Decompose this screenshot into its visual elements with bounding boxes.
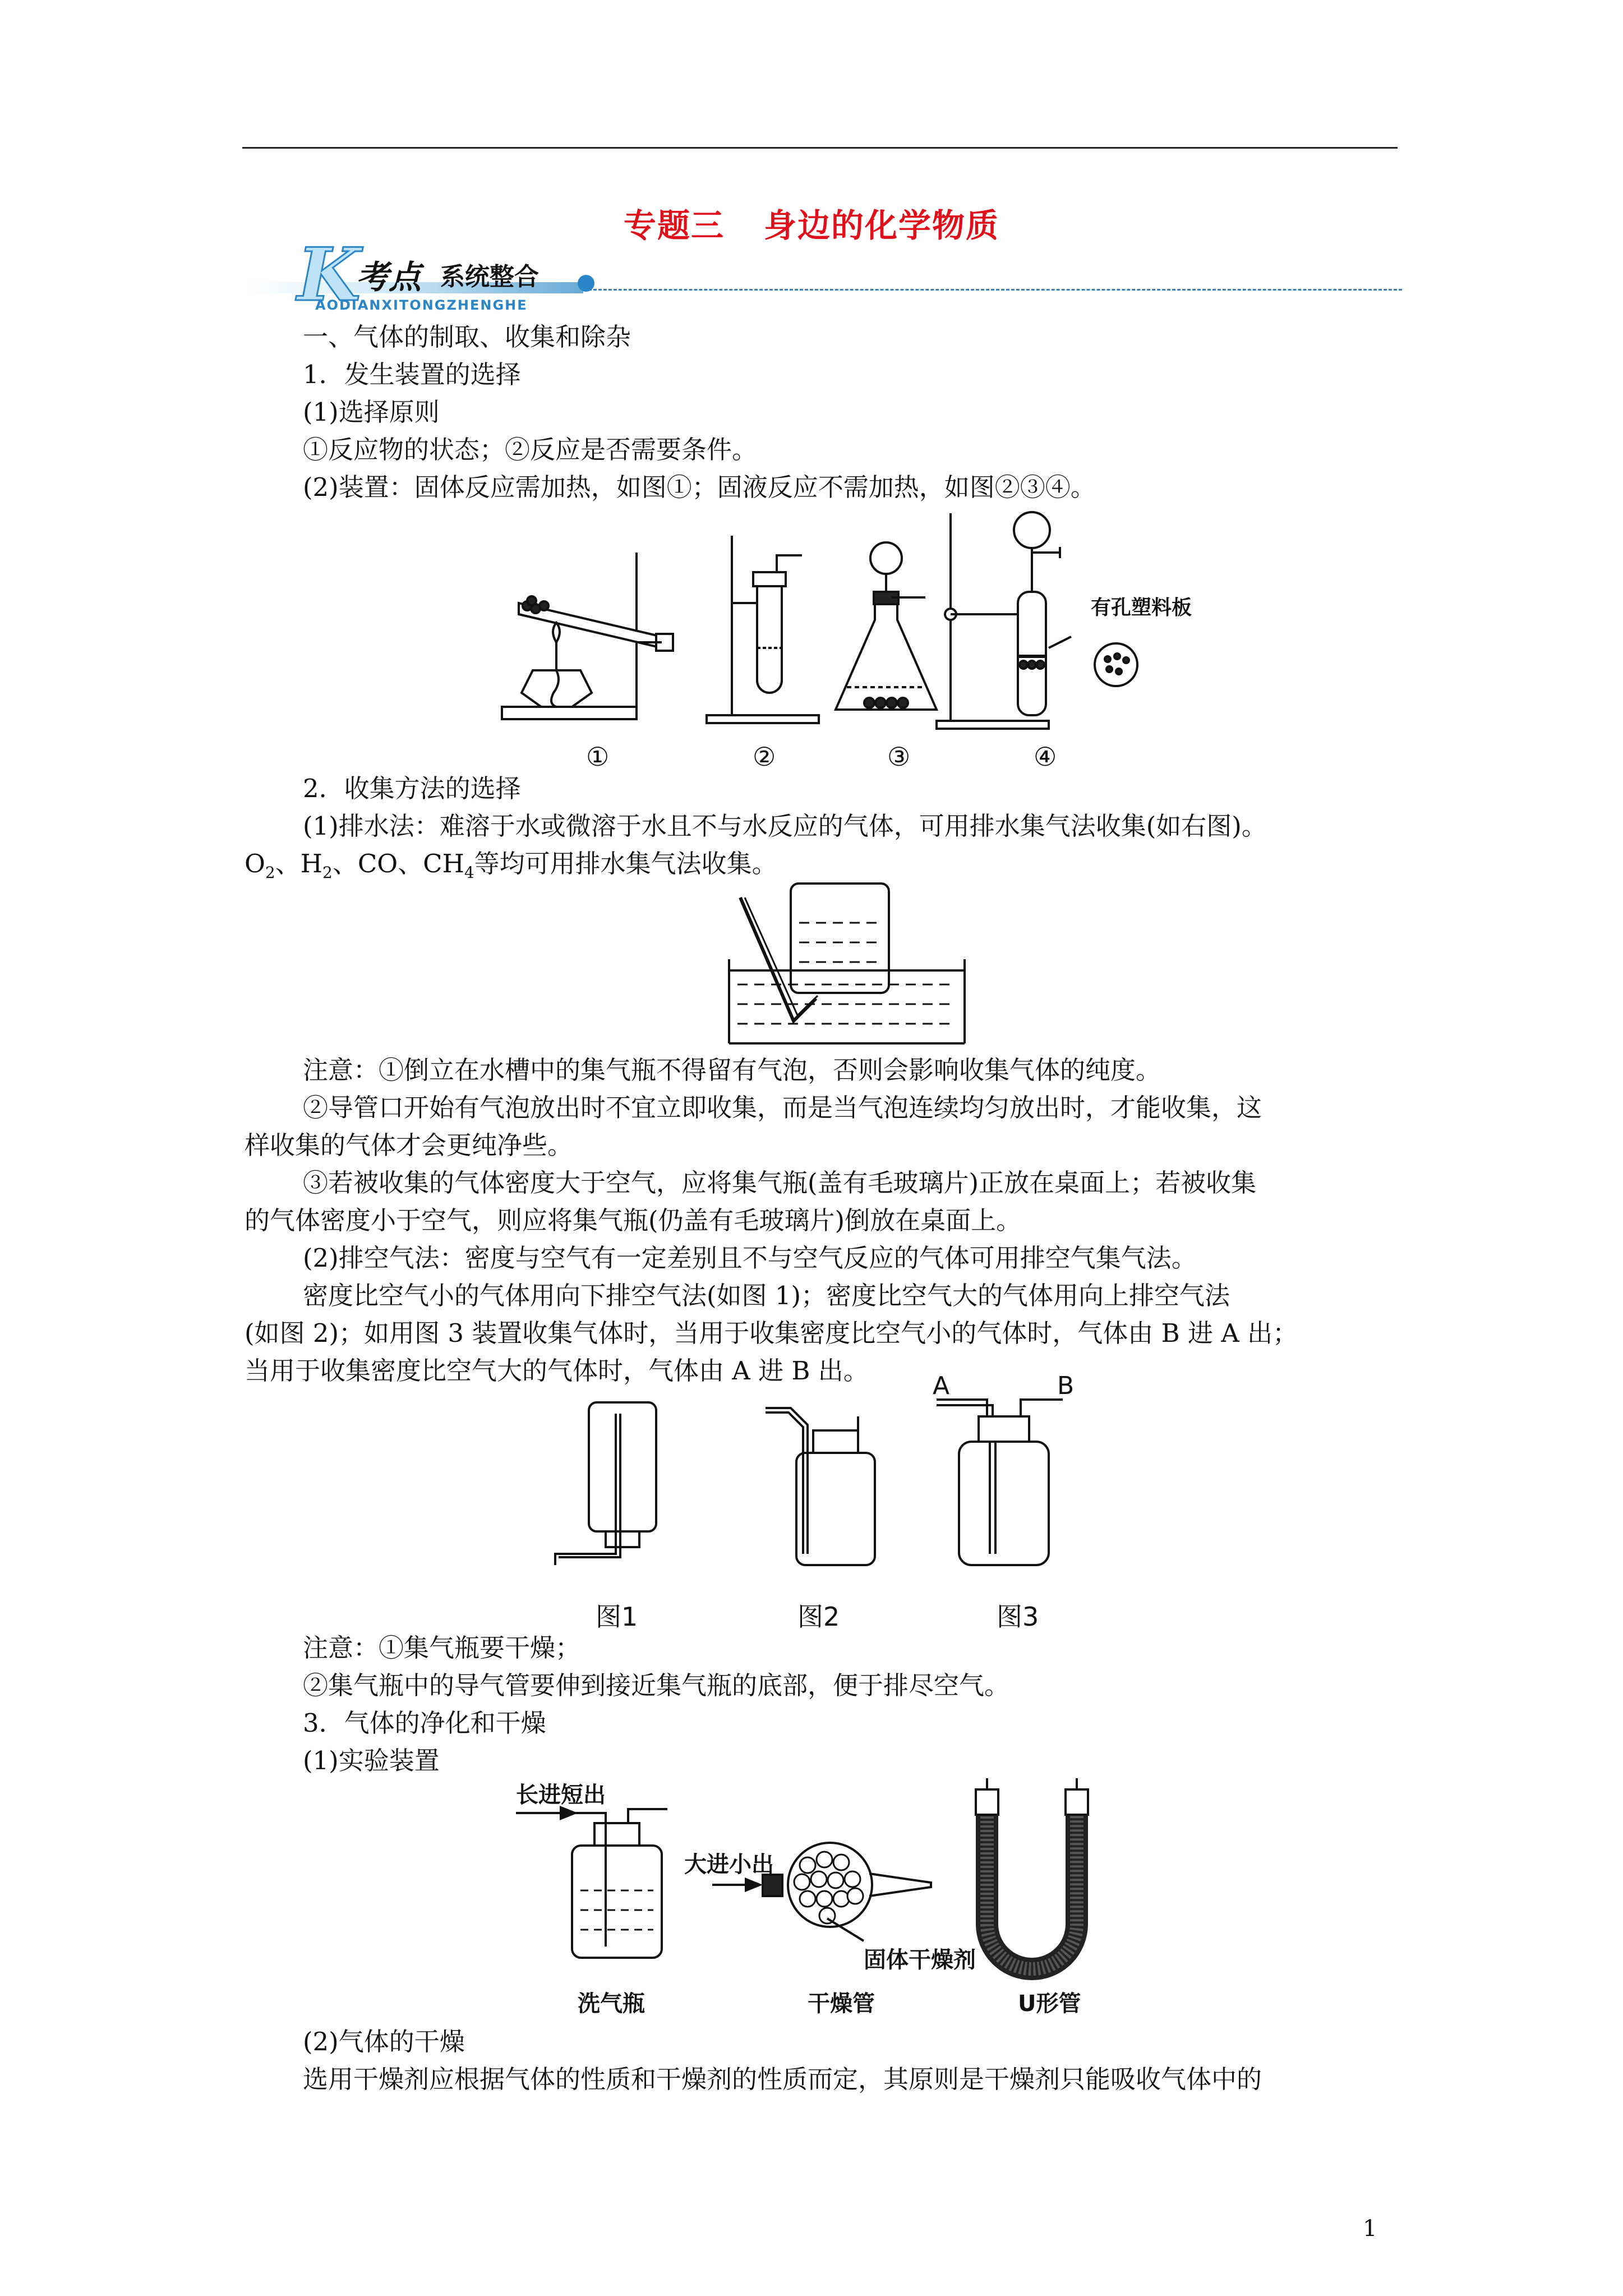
- paragraph: (2)气体的干燥: [303, 2027, 465, 2056]
- generation-apparatus-figure: [494, 502, 1166, 783]
- note: ③若被收集的气体密度大于空气，应将集气瓶(盖有毛玻璃片)正放在桌面上；若被收集: [303, 1168, 1257, 1198]
- paragraph: (1)实验装置: [303, 1746, 440, 1775]
- subsection-heading-1: 1．发生装置的选择: [303, 360, 521, 389]
- subsection-heading-3: 3．气体的净化和干燥: [303, 1708, 546, 1738]
- banner-main-text: 考点: [356, 258, 422, 296]
- header-rule: [242, 147, 1398, 149]
- figure-label: ③: [887, 742, 911, 772]
- tube-label-a: A: [933, 1372, 950, 1400]
- note: ②集气瓶中的导气管要伸到接近集气瓶的底部，便于排尽空气。: [303, 1671, 1010, 1700]
- banner-letter: K: [297, 232, 361, 318]
- figure-label: 图2: [797, 1602, 840, 1632]
- page-number: 1: [1363, 2216, 1377, 2242]
- note: 注意：①集气瓶要干燥；: [303, 1633, 581, 1663]
- figure-label: ④: [1034, 742, 1057, 772]
- banner-dot-icon: [578, 275, 594, 292]
- section-heading: 一、气体的制取、收集和除杂: [303, 322, 631, 352]
- jar-2: [766, 1408, 875, 1565]
- figure-label: ②: [753, 742, 776, 772]
- label-solid-desiccant: 固体干燥剂: [864, 1947, 976, 1973]
- air-displacement-figure: [544, 1386, 1077, 1588]
- paragraph: ①反应物的状态；②反应是否需要条件。: [303, 435, 758, 464]
- apparatus-1: [502, 553, 673, 719]
- title-part2: 身边的化学物质: [764, 206, 1000, 245]
- plate-label: 有孔塑料板: [1091, 596, 1192, 619]
- wash-bottle: [572, 1809, 667, 1958]
- drying-tube: [763, 1843, 931, 1941]
- figure-label: 图3: [997, 1602, 1039, 1632]
- title-part1: 专题三: [623, 206, 725, 245]
- paragraph: (如图 2)；如用图 3 装置收集气体时，当用于收集密度比空气小的气体时，气体由 B 进 A 出；: [245, 1318, 1298, 1348]
- caption-drying-tube: 干燥管: [808, 1991, 875, 2017]
- paragraph: 当用于收集密度比空气大的气体时，气体由 A 进 B 出。: [245, 1356, 869, 1386]
- caption-wash-bottle: 洗气瓶: [578, 1991, 645, 2017]
- paragraph: $O_2$、$H_2$、CO、$CH_4$等均可用排水集气法收集。: [245, 849, 777, 882]
- banner-pinyin: AODIANXITONGZHENGHE: [315, 297, 528, 313]
- note: 注意：①倒立在水槽中的集气瓶不得留有气泡，否则会影响收集气体的纯度。: [303, 1055, 1161, 1085]
- subsection-heading-2: 2．收集方法的选择: [303, 774, 521, 803]
- u-tube: [976, 1778, 1088, 1969]
- label-long-in-short-out: 长进短出: [516, 1782, 606, 1808]
- drying-apparatus-figure: [505, 1778, 1150, 2003]
- paragraph: 密度比空气小的气体用向下排空气法(如图 1)；密度比空气大的气体用向上排空气法: [303, 1281, 1230, 1310]
- apparatus-3: [836, 542, 937, 710]
- caption-u-tube: U形管: [1018, 1991, 1081, 2017]
- note: 的气体密度小于空气，则应将集气瓶(仍盖有毛玻璃片)倒放在桌面上。: [245, 1205, 1022, 1235]
- label-big-in-small-out: 大进小出: [684, 1852, 774, 1878]
- jar-1: [555, 1402, 656, 1565]
- paragraph: 选用干燥剂应根据气体的性质和干燥剂的性质而定，其原则是干燥剂只能吸收气体中的: [303, 2064, 1262, 2094]
- paragraph: (2)装置：固体反应需加热，如图①；固液反应不需加热，如图②③④。: [303, 472, 1096, 502]
- figure-label: 图1: [596, 1602, 638, 1632]
- paragraph: (2)排空气法：密度与空气有一定差别且不与空气反应的气体可用排空气集气法。: [303, 1243, 1197, 1273]
- note: ②导管口开始有气泡放出时不宜立即收集，而是当气泡连续均匀放出时，才能收集，这: [303, 1093, 1262, 1122]
- note: 样收集的气体才会更纯净些。: [245, 1130, 573, 1160]
- water-displacement-figure: [718, 875, 976, 1060]
- figure-label: ①: [586, 742, 610, 772]
- jar-3: [937, 1400, 1063, 1565]
- paragraph: (1)排水法：难溶于水或微溶于水且不与水反应的气体，可用排水集气法收集(如右图)。: [303, 811, 1267, 841]
- section-banner: [247, 232, 1402, 318]
- apparatus-4: [937, 512, 1137, 729]
- banner-sub-text: 系统整合: [440, 263, 539, 291]
- paragraph: (1)选择原则: [303, 397, 440, 427]
- banner-dashed-line: [583, 289, 1402, 291]
- tube-label-b: B: [1057, 1372, 1075, 1400]
- apparatus-2: [707, 536, 819, 723]
